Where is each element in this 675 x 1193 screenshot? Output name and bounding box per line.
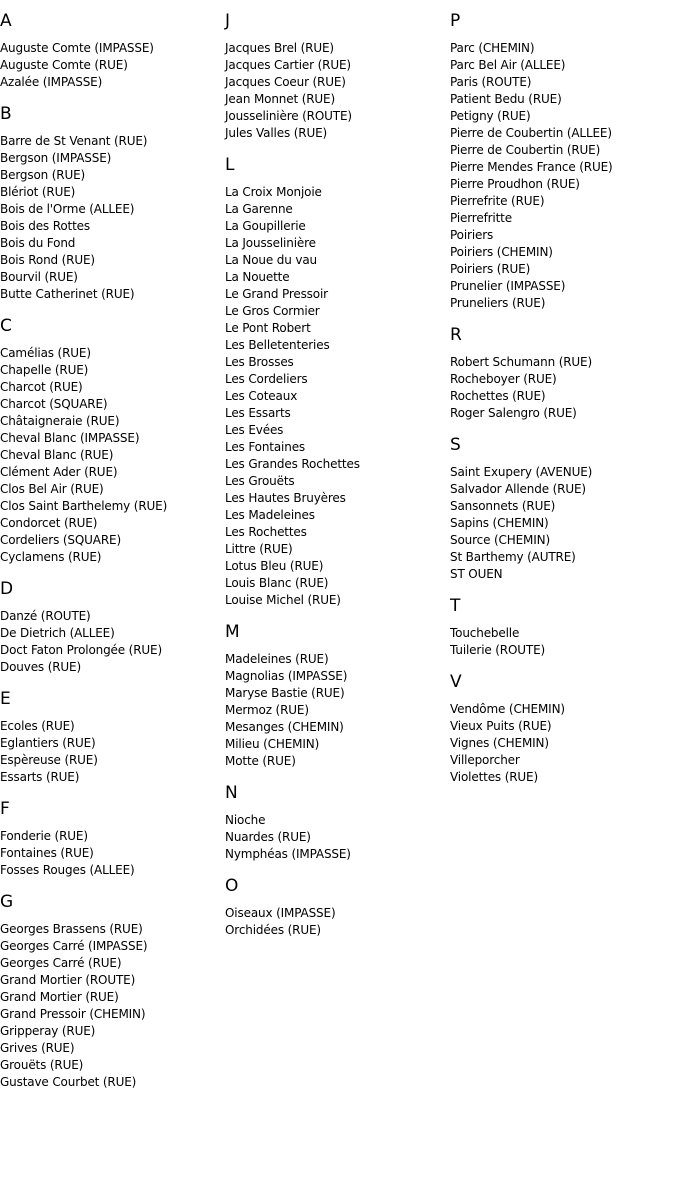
street-list [225,184,447,609]
street-item: Chapelle (RUE) [0,363,89,377]
street-item: Roger Salengro (RUE) [450,406,577,420]
street-item: Pierrefritte [450,211,512,225]
street-list [225,651,447,770]
street-item: Villeporcher [450,753,520,767]
letter-group [225,621,447,770]
street-item: Les Grandes Rochettes [225,457,360,471]
street-item: Jacques Coeur (RUE) [225,75,346,89]
letter-group [450,324,672,422]
letter-heading: R [450,325,462,345]
street-item: Essarts (RUE) [0,770,80,784]
letter-heading: D [0,579,14,599]
street-item: Rocheboyer (RUE) [450,372,557,386]
street-item: La Goupillerie [225,219,306,233]
street-item: Vignes (CHEMIN) [450,736,549,750]
street-item: Vendôme (CHEMIN) [450,702,565,716]
street-item: Mermoz (RUE) [225,703,309,717]
street-list [225,40,447,142]
street-list [450,40,672,312]
letter-group [225,782,447,863]
street-item: Cyclamens (RUE) [0,550,102,564]
street-item: Le Gros Cormier [225,304,320,318]
letter-heading: S [450,435,461,455]
street-item: Grand Mortier (RUE) [0,990,119,1004]
street-item: Les Belletenteries [225,338,330,352]
letter-group [0,103,222,303]
street-item: Le Pont Robert [225,321,311,335]
street-item: Grives (RUE) [0,1041,75,1055]
street-item: Cheval Blanc (IMPASSE) [0,431,140,445]
street-list [225,905,447,939]
street-item: Georges Carré (RUE) [0,956,122,970]
street-item: Les Hautes Bruyères [225,491,346,505]
street-item: Bergson (RUE) [0,168,86,182]
street-item: Clément Ader (RUE) [0,465,118,479]
street-item: La Croix Monjoie [225,185,322,199]
letter-group [225,154,447,609]
column-1 [0,10,222,1103]
street-list [0,828,222,879]
street-item: Fonderie (RUE) [0,829,88,843]
street-item: Petigny (RUE) [450,109,531,123]
street-item: Source (CHEMIN) [450,533,550,547]
street-item: Les Rochettes [225,525,307,539]
street-item: La Nouette [225,270,290,284]
street-item: Jacques Cartier (RUE) [225,58,351,72]
street-list [0,133,222,303]
letter-heading: V [450,672,462,692]
letter-group [0,688,222,786]
street-item: Gustave Courbet (RUE) [0,1075,137,1089]
letter-heading: M [225,622,240,642]
street-item: Patient Bedu (RUE) [450,92,562,106]
street-item: Saint Exupery (AVENUE) [450,465,593,479]
street-item: Les Madeleines [225,508,315,522]
street-item: Parc (CHEMIN) [450,41,535,55]
street-item: Grand Pressoir (CHEMIN) [0,1007,146,1021]
street-item: Charcot (SQUARE) [0,397,108,411]
street-item: Le Grand Pressoir [225,287,328,301]
street-item: Les Coteaux [225,389,298,403]
street-item: Sansonnets (RUE) [450,499,556,513]
street-item: Condorcet (RUE) [0,516,98,530]
street-item: Prunelier (IMPASSE) [450,279,566,293]
street-item: Les Cordeliers [225,372,308,386]
street-item: Jules Valles (RUE) [225,126,328,140]
street-item: Châtaigneraie (RUE) [0,414,120,428]
street-item: Salvador Allende (RUE) [450,482,586,496]
street-item: Camélias (RUE) [0,346,91,360]
street-item: Nymphéas (IMPASSE) [225,847,351,861]
letter-group [450,595,672,659]
letter-heading: T [450,596,461,616]
street-item: Vieux Puits (RUE) [450,719,552,733]
street-list [450,354,672,422]
letter-heading: J [225,11,231,31]
street-item: Cheval Blanc (RUE) [0,448,114,462]
street-item: Douves (RUE) [0,660,82,674]
street-item: Clos Bel Air (RUE) [0,482,104,496]
street-list [0,40,222,91]
letter-group [225,875,447,939]
street-item: De Dietrich (ALLEE) [0,626,115,640]
street-item: Nuardes (RUE) [225,830,311,844]
street-item: Littre (RUE) [225,542,293,556]
street-list [0,608,222,676]
letter-group [0,315,222,566]
street-list [450,625,672,659]
street-item: Auguste Comte (RUE) [0,58,128,72]
street-item: Pierre Mendes France (RUE) [450,160,613,174]
street-item: Pierrefrite (RUE) [450,194,545,208]
street-item: Poiriers [450,228,494,242]
letter-heading: C [0,316,12,336]
street-list [450,701,672,786]
street-item: Oiseaux (IMPASSE) [225,906,336,920]
street-item: Cordeliers (SQUARE) [0,533,121,547]
street-item: Les Fontaines [225,440,306,454]
street-item: Les Evées [225,423,284,437]
street-item: Georges Brassens (RUE) [0,922,143,936]
street-item: Pierre de Coubertin (RUE) [450,143,601,157]
street-item: Bois de l'Orme (ALLEE) [0,202,135,216]
street-item: Poiriers (CHEMIN) [450,245,553,259]
street-item: Louis Blanc (RUE) [225,576,329,590]
street-item: Danzé (ROUTE) [0,609,91,623]
street-item: Tuilerie (ROUTE) [450,643,546,657]
street-item: Bois Rond (RUE) [0,253,95,267]
street-item: Pierre de Coubertin (ALLEE) [450,126,612,140]
letter-group [0,578,222,676]
street-list [0,718,222,786]
street-item: Barre de St Venant (RUE) [0,134,148,148]
street-list [225,812,447,863]
letter-heading: A [0,11,12,31]
letter-heading: P [450,11,461,31]
street-item: Orchidées (RUE) [225,923,321,937]
street-item: Ecoles (RUE) [0,719,75,733]
street-item: Bois des Rottes [0,219,90,233]
street-item: Bourvil (RUE) [0,270,78,284]
street-item: Auguste Comte (IMPASSE) [0,41,154,55]
street-item: Touchebelle [450,626,520,640]
street-item: Bergson (IMPASSE) [0,151,112,165]
street-item: Louise Michel (RUE) [225,593,341,607]
street-item: Les Grouëts [225,474,295,488]
letter-group [450,434,672,583]
column-3 [450,10,672,798]
street-item: Nioche [225,813,266,827]
letter-group [0,10,222,91]
street-item: Fosses Rouges (ALLEE) [0,863,135,877]
street-item: Jacques Brel (RUE) [225,41,334,55]
street-item: Bois du Fond [0,236,76,250]
street-item: Paris (ROUTE) [450,75,532,89]
letter-heading: L [225,155,235,175]
street-item: Blériot (RUE) [0,185,76,199]
street-item: Clos Saint Barthelemy (RUE) [0,499,168,513]
street-item: Butte Catherinet (RUE) [0,287,135,301]
street-item: Lotus Bleu (RUE) [225,559,324,573]
street-item: Fontaines (RUE) [0,846,94,860]
street-item: Grand Mortier (ROUTE) [0,973,136,987]
street-item: Mesanges (CHEMIN) [225,720,344,734]
street-item: Madeleines (RUE) [225,652,329,666]
letter-heading: G [0,892,14,912]
street-list [0,345,222,566]
street-item: Les Brosses [225,355,294,369]
column-2 [225,10,447,951]
letter-heading: E [0,689,11,709]
street-item: Eglantiers (RUE) [0,736,96,750]
street-item: Poiriers (RUE) [450,262,531,276]
street-item: La Jousselinière [225,236,316,250]
street-item: Motte (RUE) [225,754,296,768]
letter-group [0,798,222,879]
letter-heading: N [225,783,238,803]
street-item: Les Essarts [225,406,291,420]
street-item: Azalée (IMPASSE) [0,75,103,89]
street-item: Charcot (RUE) [0,380,83,394]
street-item: La Noue du vau [225,253,317,267]
street-item: Espèreuse (RUE) [0,753,98,767]
street-item: Parc Bel Air (ALLEE) [450,58,566,72]
street-item: Pierre Proudhon (RUE) [450,177,580,191]
letter-heading: B [0,104,12,124]
street-list [0,921,222,1091]
letter-group [450,10,672,312]
street-item: Maryse Bastie (RUE) [225,686,345,700]
street-item: Magnolias (IMPASSE) [225,669,348,683]
street-item: La Garenne [225,202,293,216]
letter-heading: F [0,799,10,819]
street-list [450,464,672,583]
street-item: Gripperay (RUE) [0,1024,96,1038]
street-item: Doct Faton Prolongée (RUE) [0,643,163,657]
letter-heading: O [225,876,239,896]
street-item: Milieu (CHEMIN) [225,737,320,751]
letter-group [450,671,672,786]
street-item: Rochettes (RUE) [450,389,546,403]
street-item: Grouëts (RUE) [0,1058,84,1072]
letter-group [0,891,222,1091]
letter-group [225,10,447,142]
street-item: ST OUEN [450,567,503,581]
street-item: Pruneliers (RUE) [450,296,546,310]
street-item: Jousselinière (ROUTE) [225,109,352,123]
street-item: Sapins (CHEMIN) [450,516,549,530]
street-item: Georges Carré (IMPASSE) [0,939,148,953]
street-item: Jean Monnet (RUE) [225,92,336,106]
street-item: St Barthemy (AUTRE) [450,550,576,564]
street-item: Violettes (RUE) [450,770,539,784]
street-item: Robert Schumann (RUE) [450,355,593,369]
